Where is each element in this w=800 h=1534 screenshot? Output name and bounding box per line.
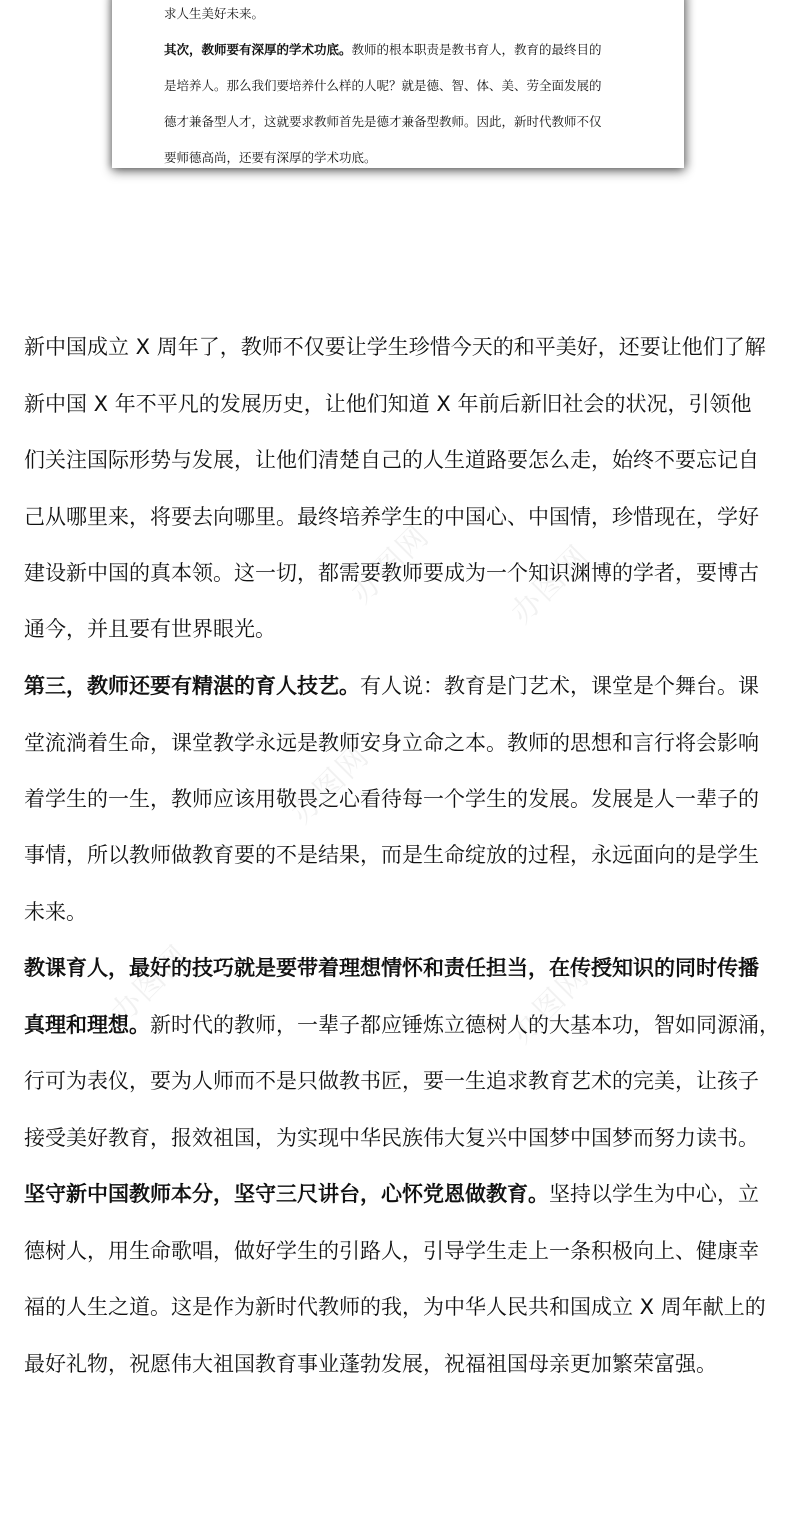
article-line-text: 建设新中国的真本领。这一切，都需要教师要成为一个知识渊博的学者，要博古	[24, 561, 759, 585]
article-line	[24, 785, 759, 813]
doc-line-4	[164, 114, 602, 130]
doc-line-text: 教师的根本职责是教书育人，教育的最终目的	[351, 42, 602, 57]
article-line-text: 德树人，用生命歌唱，做好学生的引路人，引导学生走上一条积极向上、健康幸	[24, 1239, 759, 1263]
article-line-text: 新中国 X 年不平凡的发展历史，让他们知道 X 年前后新旧社会的状况，引领他	[24, 392, 752, 416]
article-line	[24, 1067, 759, 1095]
watermark: 办图网	[504, 958, 597, 1051]
article-line	[24, 503, 759, 531]
article-line	[24, 1293, 766, 1321]
watermark: 办图网	[344, 518, 437, 611]
article-line-text: 们关注国际形势与发展，让他们清楚自己的人生道路要怎么走，始终不要忘记自	[24, 448, 759, 472]
article-line	[24, 841, 759, 869]
article-line	[24, 954, 759, 982]
article-line-bold: 坚守新中国教师本分，坚守三尺讲台，心怀党恩做教育。	[24, 1182, 549, 1206]
article-line	[24, 1237, 759, 1265]
article-line	[24, 1350, 717, 1378]
article-line-text: 有人说：教育是门艺术，课堂是个舞台。课	[360, 674, 759, 698]
article-line	[24, 390, 751, 418]
article-line	[24, 729, 759, 757]
doc-line-bold: 其次，教师要有深厚的学术功底。	[164, 42, 352, 57]
article-line	[24, 672, 759, 700]
article-line-text: 事情，所以教师做教育要的不是结果，而是生命绽放的过程，永远面向的是学生	[24, 843, 759, 867]
document-preview-card	[112, 0, 684, 168]
watermark: 办图网	[104, 938, 197, 1031]
article-line	[24, 559, 759, 587]
article-line-text: 着学生的一生，教师应该用敬畏之心看待每一个学生的发展。发展是人一辈子的	[24, 787, 759, 811]
article-line-text: 接受美好教育，报效祖国，为实现中华民族伟大复兴中国梦中国梦而努力读书。	[24, 1126, 759, 1150]
article-line	[24, 898, 87, 926]
article-line-text: 新中国成立 X 周年了，教师不仅要让学生珍惜今天的和平美好，还要让他们了解	[24, 335, 766, 359]
doc-line-text: 德才兼备型人才，这就要求教师首先是德才兼备型教师。因此，新时代教师不仅	[164, 114, 602, 129]
article-line-text: 坚持以学生为中心，立	[549, 1182, 759, 1206]
watermark: 办图网	[284, 738, 377, 831]
article-line-text: 通今，并且要有世界眼光。	[24, 617, 276, 641]
doc-line-1	[164, 6, 264, 22]
watermark: 办图网	[504, 538, 597, 631]
article-line-text: 己从哪里来，将要去向哪里。最终培养学生的中国心、中国情，珍惜现在，学好	[24, 505, 759, 529]
article-line	[24, 1011, 780, 1039]
article-line-text: 新时代的教师，一辈子都应锤炼立德树人的大基本功，智如同源涌，	[150, 1013, 780, 1037]
article-line-bold: 教课育人，最好的技巧就是要带着理想情怀和责任担当，在传授知识的同时传播	[24, 956, 759, 980]
article-line-text: 福的人生之道。这是作为新时代教师的我，为中华人民共和国成立 X 周年献上的	[24, 1295, 766, 1319]
article-line-bold: 真理和理想。	[24, 1013, 150, 1037]
doc-line-2	[164, 42, 602, 58]
doc-line-text: 要师德高尚，还要有深厚的学术功底。	[164, 150, 377, 165]
doc-line-text: 求人生美好未来。	[164, 6, 265, 21]
article-line	[24, 446, 759, 474]
article-line	[24, 1180, 759, 1208]
doc-line-text: 是培养人。那么我们要培养什么样的人呢？就是德、智、体、美、劳全面发展的	[164, 78, 602, 93]
article-line-text: 行可为表仪，要为人师而不是只做教书匠，要一生追求教育艺术的完美，让孩子	[24, 1069, 759, 1093]
doc-line-3	[164, 78, 602, 94]
article-line-text: 最好礼物，祝愿伟大祖国教育事业蓬勃发展，祝福祖国母亲更加繁荣富强。	[24, 1352, 717, 1376]
article-line-text: 堂流淌着生命，课堂教学永远是教师安身立命之本。教师的思想和言行将会影响	[24, 731, 759, 755]
article-line	[24, 1124, 759, 1152]
article-line-bold: 第三，教师还要有精湛的育人技艺。	[24, 674, 360, 698]
article-line	[24, 615, 276, 643]
article-line-text: 未来。	[24, 900, 87, 924]
doc-line-5	[164, 150, 377, 166]
article-line	[24, 333, 766, 361]
